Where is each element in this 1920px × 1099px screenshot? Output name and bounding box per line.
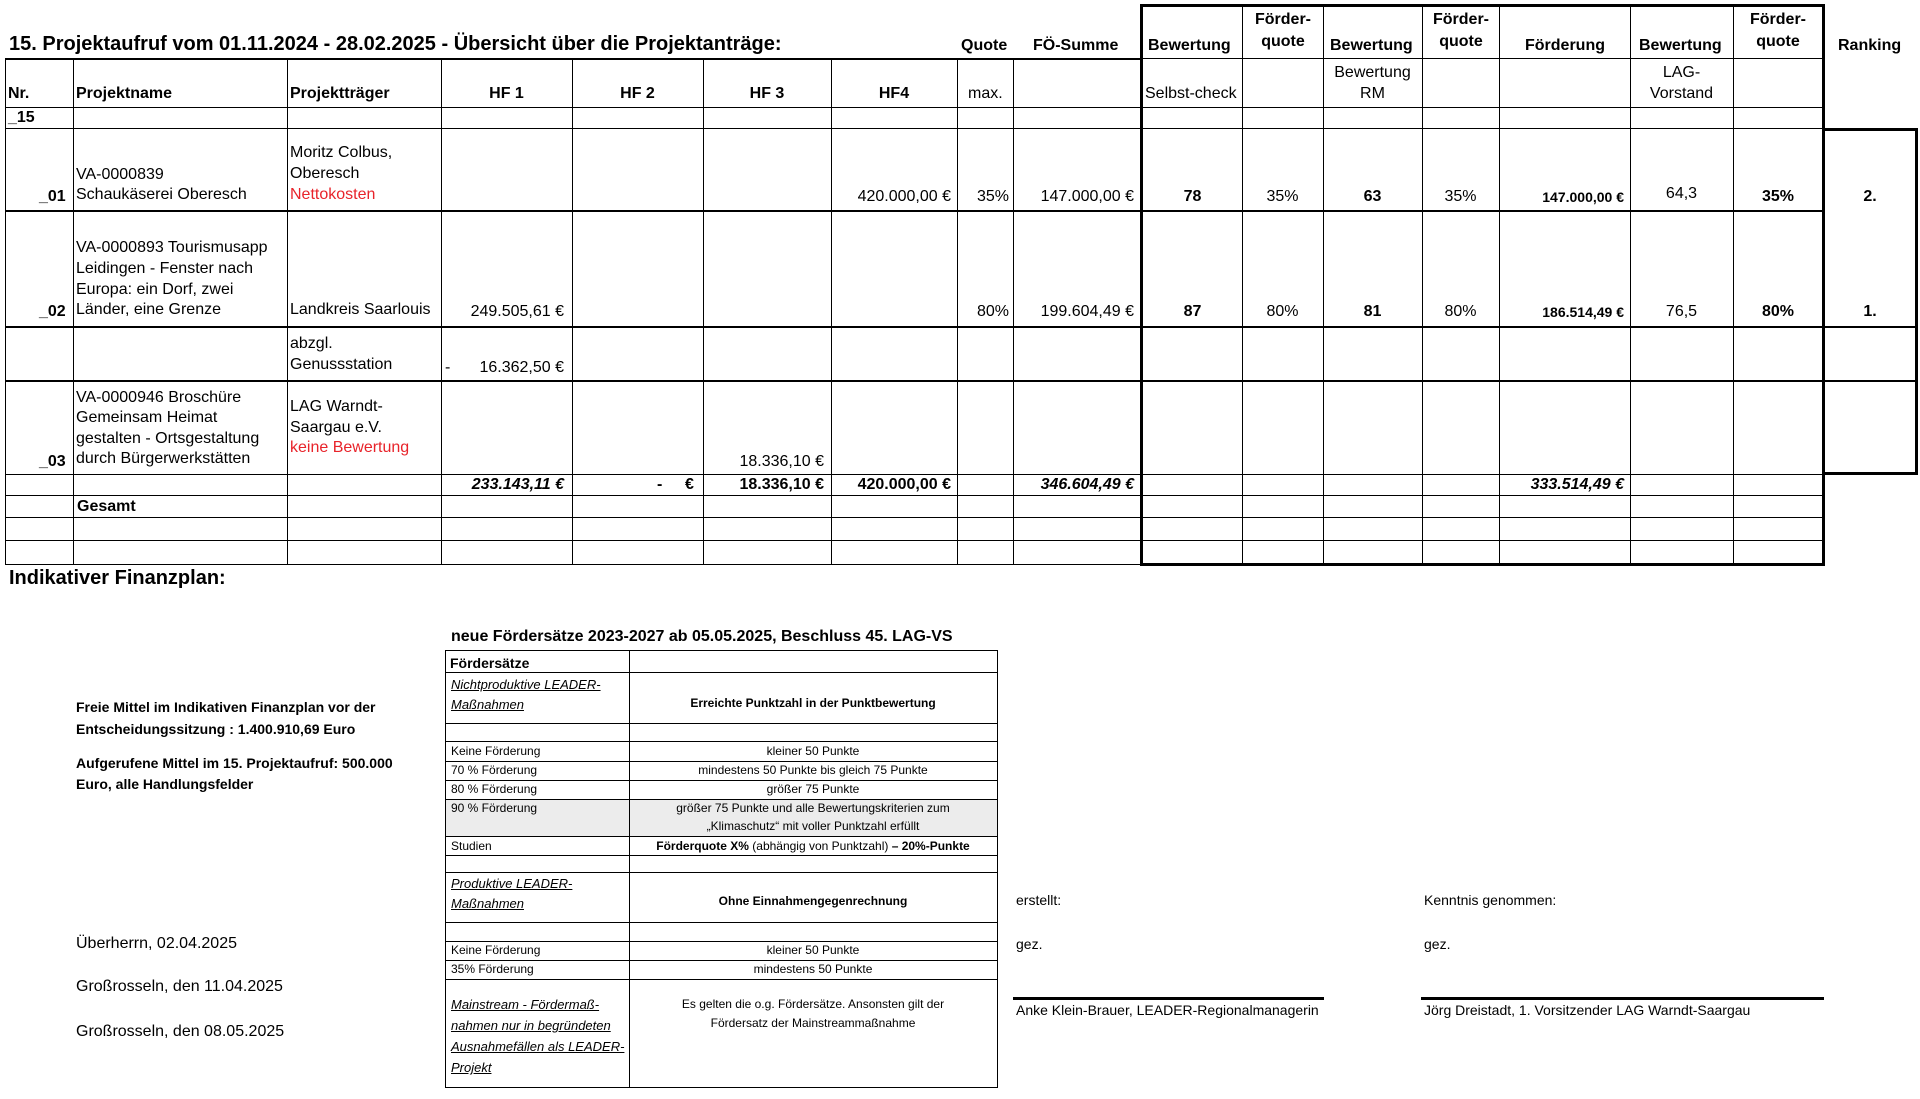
sec3-label-line: Mainstream - Fördermaß- — [451, 997, 600, 1012]
signature-line — [1421, 997, 1824, 1000]
row-name-line: gestalten - Ortsgestaltung — [76, 430, 260, 447]
header-foerderquote-1a: Förder- — [1255, 11, 1311, 28]
header-selbstcheck: Selbst-check — [1145, 85, 1237, 102]
row-hf1: 249.505,61 € — [470, 303, 564, 320]
header-lag-a: LAG- — [1662, 64, 1701, 81]
studien-note: (abhängig von Punktzahl) — [748, 839, 892, 853]
header-hf3: HF 3 — [749, 85, 785, 102]
row-quote-lag: 35% — [1761, 188, 1795, 205]
sec2-row-value: kleiner 50 Punkte — [766, 943, 860, 957]
foerdersaetze-title: Fördersätze — [450, 655, 530, 671]
erstellt-label: erstellt: — [1016, 892, 1062, 908]
sec3-label-line: Ausnahmefällen als LEADER- — [451, 1039, 625, 1054]
sec1-row-label: Keine Förderung — [451, 744, 541, 758]
sec1-row-value: größer 75 Punkte und alle Bewertungskriterien zum — [676, 801, 950, 815]
sec2-label-line: Maßnahmen — [451, 896, 524, 911]
row-quote-selbst: 35% — [1266, 188, 1299, 205]
total-foerderung: 333.514,49 € — [1530, 476, 1624, 493]
header-projektname: Projektname — [76, 85, 173, 102]
row-name-line: Länder, eine Grenze — [76, 301, 221, 318]
kenntnis-label: Kenntnis genommen: — [1424, 892, 1557, 908]
total-foe-summe: 346.604,49 € — [1040, 476, 1134, 493]
sec1-row-value: „Klimaschutz“ mit voller Punktzahl erfüllt — [706, 819, 920, 833]
row-nr: _02 — [39, 303, 66, 320]
header-foerderquote-2b: quote — [1439, 33, 1483, 50]
header-hf1: HF 1 — [489, 85, 524, 102]
sec1-label-line: Maßnahmen — [451, 697, 524, 712]
aufgerufene-line: Euro, alle Handlungsfelder — [76, 776, 254, 792]
row-name-line: VA-0000893 Tourismusapp — [76, 239, 268, 256]
row-hf1: 16.362,50 € — [479, 359, 564, 376]
header-bewertung-selbst: Bewertung — [1148, 37, 1231, 54]
header-bewertung-rm-a: Bewertung — [1334, 64, 1411, 81]
studien-quote: Förderquote X% — [656, 839, 749, 853]
row-traeger-line: Genussstation — [290, 356, 393, 373]
header-hf2: HF 2 — [620, 85, 655, 102]
sec1-row-value: größer 75 Punkte — [766, 782, 860, 796]
header-foerderquote-3b: quote — [1756, 33, 1800, 50]
header-foerderung: Förderung — [1525, 37, 1605, 54]
sec1-row-label: 90 % Förderung — [451, 801, 538, 815]
row-bew-lag: 76,5 — [1665, 303, 1698, 320]
header-bewertung-rm-b: RM — [1360, 85, 1385, 102]
row-foe-summe: 199.604,49 € — [1040, 303, 1134, 320]
row-traeger-line: abzgl. — [290, 335, 333, 352]
freie-mittel-line: Entscheidungssitzung : 1.400.910,69 Euro — [76, 721, 356, 737]
sec1-row-value — [629, 839, 997, 854]
header-foerderquote-3a: Förder- — [1750, 11, 1806, 28]
sec3-text-line: Fördersatz der Mainstreammaßnahme — [710, 1016, 916, 1030]
row-foerderung: 186.514,49 € — [1542, 304, 1624, 320]
row-name-line: Europa: ein Dorf, zwei — [76, 281, 234, 298]
row-ranking: 2. — [1863, 188, 1877, 205]
sec1-row-label: Studien — [451, 839, 492, 853]
row-name-line: Leidingen - Fenster nach — [76, 260, 253, 277]
sec2-label-line: Produktive LEADER- — [451, 876, 573, 891]
row-hf4: 420.000,00 € — [857, 188, 951, 205]
sec2-header: Ohne Einnahmengegenrechnung — [718, 894, 908, 908]
row-hf1-sign: - — [445, 359, 451, 376]
row-nr: _01 — [39, 188, 66, 205]
row-quote-rm: 35% — [1444, 188, 1477, 205]
row-bew-selbst: 87 — [1183, 303, 1202, 320]
row-quote: 35% — [976, 188, 1009, 205]
row-quote: 80% — [976, 303, 1009, 320]
row-traeger-line: Landkreis Saarlouis — [290, 301, 431, 318]
row-bew-rm: 63 — [1363, 188, 1382, 205]
row-traeger-note: keine Bewertung — [290, 439, 410, 456]
sec2-row-value: mindestens 50 Punkte — [753, 962, 873, 976]
signature-name: Anke Klein-Brauer, LEADER-Regionalmanagerin — [1016, 1002, 1319, 1018]
date-line: Überherrn, 02.04.2025 — [76, 935, 237, 952]
header-ranking: Ranking — [1838, 37, 1902, 54]
sec3-label-line: Projekt — [451, 1060, 492, 1075]
sec1-row-label: 80 % Förderung — [451, 782, 538, 796]
total-hf3: 18.336,10 € — [739, 476, 824, 493]
sec3-text-line: Es gelten die o.g. Fördersätze. Ansonsten gilt der — [681, 997, 945, 1011]
total-gesamt-label: Gesamt — [77, 498, 136, 515]
gez-label: gez. — [1016, 936, 1043, 952]
row-foe-summe: 147.000,00 € — [1040, 188, 1134, 205]
row-bew-selbst: 78 — [1183, 188, 1202, 205]
header-bewertung-rm: Bewertung — [1330, 37, 1413, 54]
row-traeger-line: Saargau e.V. — [290, 419, 382, 436]
sec1-row-value: kleiner 50 Punkte — [766, 744, 860, 758]
total-hf2-euro: € — [685, 476, 694, 493]
total-hf2-dash: - — [657, 476, 663, 493]
foerdersaetze-heading: neue Fördersätze 2023-2027 ab 05.05.2025, Beschluss 45. LAG-VS — [451, 628, 953, 645]
sec1-row-label: 70 % Förderung — [451, 763, 538, 777]
date-line: Großrosseln, den 08.05.2025 — [76, 1023, 285, 1040]
date-line: Großrosseln, den 11.04.2025 — [76, 978, 283, 995]
row-ranking: 1. — [1863, 303, 1877, 320]
finanzplan-heading: Indikativer Finanzplan: — [9, 567, 226, 589]
row-traeger-note: Nettokosten — [290, 186, 376, 203]
signature-name: Jörg Dreistadt, 1. Vorsitzender LAG Warndt-Saargau — [1424, 1002, 1751, 1018]
row-quote-lag: 80% — [1761, 303, 1795, 320]
sec2-row-label: Keine Förderung — [451, 943, 541, 957]
row-hf3: 18.336,10 € — [739, 453, 824, 470]
sec1-row-value: mindestens 50 Punkte bis gleich 75 Punkte — [698, 763, 928, 777]
row-bew-rm: 81 — [1363, 303, 1382, 320]
page-title: 15. Projektaufruf vom 01.11.2024 - 28.02.2025 - Übersicht über die Projektanträge: — [9, 33, 782, 55]
row-quote-rm: 80% — [1444, 303, 1477, 320]
group-label: _15 — [8, 109, 35, 126]
row-quote-selbst: 80% — [1266, 303, 1299, 320]
header-foe-summe: FÖ-Summe — [1033, 37, 1119, 54]
row-nr: _03 — [39, 453, 66, 470]
row-name-line: Schaukäserei Oberesch — [76, 186, 247, 203]
header-foerderquote-1b: quote — [1261, 33, 1305, 50]
header-lag-b: Vorstand — [1649, 85, 1714, 102]
row-name-line: VA-0000946 Broschüre — [76, 389, 242, 406]
freie-mittel-line: Freie Mittel im Indikativen Finanzplan vor der — [76, 699, 376, 715]
row-bew-lag: 64,3 — [1665, 185, 1698, 202]
row-name-line: durch Bürgerwerkstätten — [76, 450, 251, 467]
header-quote: Quote — [961, 37, 1008, 54]
header-bewertung-lag: Bewertung — [1639, 37, 1722, 54]
row-foerderung: 147.000,00 € — [1542, 189, 1624, 205]
total-hf4: 420.000,00 € — [857, 476, 951, 493]
header-hf4: HF4 — [878, 85, 910, 102]
sec1-header: Erreichte Punktzahl in der Punktbewertung — [690, 696, 936, 710]
signature-line — [1013, 997, 1324, 1000]
header-max: max. — [968, 85, 1003, 102]
row-traeger-line: LAG Warndt- — [290, 398, 383, 415]
studien-abzug: – 20%-Punkte — [891, 839, 970, 853]
sec3-label-line: nahmen nur in begründeten — [451, 1018, 611, 1033]
row-traeger-line: Oberesch — [290, 165, 360, 182]
header-nr: Nr. — [8, 85, 30, 102]
header-foerderquote-2a: Förder- — [1433, 11, 1489, 28]
header-projekttraeger: Projektträger — [290, 85, 390, 102]
gez-label: gez. — [1424, 936, 1451, 952]
row-name-line: Gemeinsam Heimat — [76, 409, 218, 426]
row-name-line: VA-0000839 — [76, 166, 164, 183]
sec1-label-line: Nichtproduktive LEADER- — [451, 677, 601, 692]
sec2-row-label: 35% Förderung — [451, 962, 534, 976]
aufgerufene-line: Aufgerufene Mittel im 15. Projektaufruf: 500.000 — [76, 755, 393, 771]
total-hf1: 233.143,11 € — [471, 476, 564, 493]
row-traeger-line: Moritz Colbus, — [290, 144, 393, 161]
